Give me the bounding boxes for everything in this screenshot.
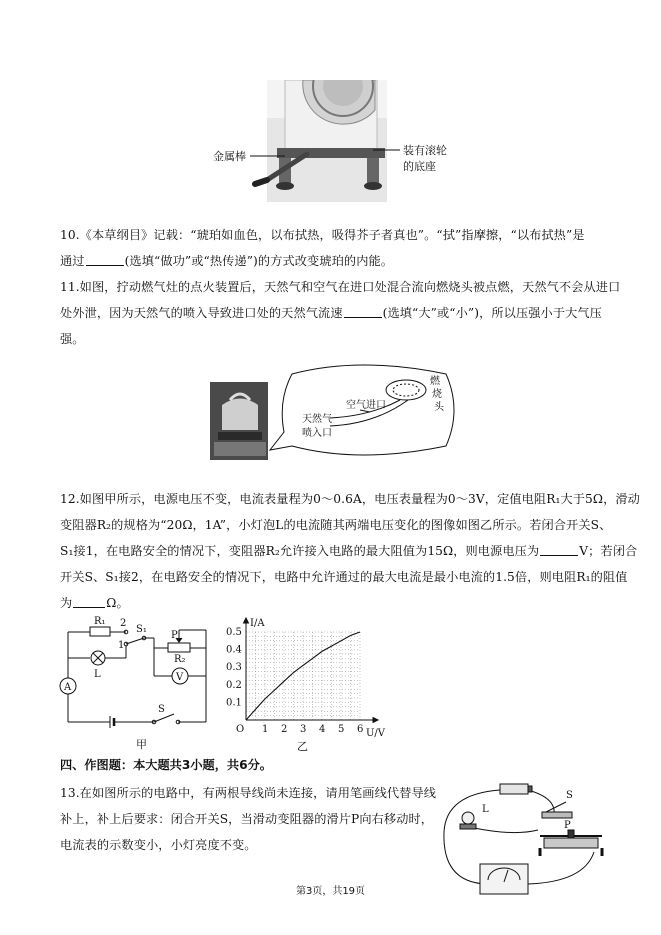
washer-figure (195, 80, 470, 202)
burner-label-1: 燃 (430, 376, 440, 387)
question-13 (60, 780, 440, 858)
x-tick-label: 2 (281, 724, 288, 735)
x-axis-label: U/V (366, 728, 386, 739)
origin-label: O (236, 724, 245, 735)
ammeter-label: A (64, 682, 72, 693)
x-tick-label: 1 (262, 724, 269, 735)
page-footer: 第3页，共19页 (295, 886, 366, 897)
iv-chart (222, 614, 394, 754)
x-tick-label: 4 (319, 724, 326, 735)
base-label-1: 装有滚轮 (403, 144, 447, 157)
r2-label: R₂ (174, 654, 186, 665)
answer-blank[interactable] (86, 254, 124, 266)
y-axis-label: I/A (250, 618, 265, 629)
node-1-label: 1 (118, 640, 125, 651)
x-axis-arrow (373, 718, 378, 723)
washer-photo (195, 80, 470, 202)
x-tick-label: 6 (357, 724, 364, 735)
q13-figure (434, 772, 614, 900)
q13-lamp-label: L (482, 804, 489, 815)
q12-line2: 变阻器R₂的规格为“20Ω，1A”，小灯泡L的电流随其两端电压变化的图像如图乙所示。若闭合开关S、 (60, 518, 612, 532)
question-12 (60, 486, 640, 616)
burner-label-3: 头 (434, 402, 444, 413)
metal-rod-label: 金属棒 (213, 150, 246, 163)
q13-line1: 13.在如图所示的电路中，有两根导线尚未连接，请用笔画线代替导线 (60, 786, 437, 800)
q12-line3: S₁接1，在电路安全的情况下，变阻器R₂允许接入电路的最大阻值为15Ω，则电源电压为 V；若闭合 (60, 544, 638, 558)
q13-line3: 电流表的示数变小，小灯亮度不变。 (60, 838, 257, 852)
q13-line2: 补上，补上后要求：闭合开关S，当滑动变阻器的滑片P向右移动时， (60, 812, 434, 826)
question-10 (60, 222, 620, 274)
burner-label-2: 烧 (432, 389, 442, 400)
answer-blank[interactable] (540, 544, 578, 556)
y-tick-label: 0.1 (226, 697, 242, 709)
switch-s-label: S (158, 704, 165, 715)
section-heading: 四、作图题：本大题共3小题，共6分。 (60, 758, 272, 772)
y-tick-label: 0.5 (226, 627, 242, 638)
y-tick-label: 0.3 (226, 662, 242, 674)
answer-blank[interactable] (73, 596, 105, 608)
gas-label-2: 喷入口 (302, 428, 332, 439)
p-label: P (171, 630, 178, 641)
voltmeter-label: V (176, 672, 184, 683)
gas-label-1: 天然气 (302, 414, 332, 425)
q10-line1: 10.《本草纲目》记载：“琥珀如血色，以布拭热，吸得芥子者真也”。“拭”指摩擦，“以布拭热”是 (60, 228, 585, 242)
q11-line3: 强。 (60, 332, 85, 346)
stove-figure (210, 360, 460, 462)
q12-line4: 开关S、S₁接2，在电路安全的情况下，电路中允许通过的最大电流是最小电流的1.5倍，则电阻R₁的阻值 (60, 570, 628, 584)
q12-line1: 12.如图甲所示，电源电压不变，电流表量程为0～0.6A，电压表量程为0～3V，定值电阻R₁大于5Ω，滑动 (60, 492, 640, 506)
y-axis-arrow (244, 618, 249, 623)
q13-switch-label: S (566, 790, 573, 801)
x-tick-label: 5 (338, 724, 345, 735)
question-11 (60, 274, 620, 352)
q10-line2: 通过 (选填“做功”或“热传递”)的方式改变琥珀的内能。 (60, 254, 394, 268)
q11-line2: 处外泄，因为天然气的喷入导致进口处的天然气流速 (选填“大”或“小”)，所以压强小于大气压 (60, 306, 602, 320)
x-tick-label: 3 (300, 724, 307, 735)
q13-slider-label: P (564, 820, 571, 831)
y-tick-label: 0.2 (226, 679, 242, 691)
chart-yi (222, 614, 394, 754)
circuit-jia (58, 614, 216, 754)
caption-yi: 乙 (297, 740, 308, 753)
air-inlet-label: 空气进口 (346, 400, 386, 411)
r1-label: R₁ (94, 616, 106, 627)
caption-jia: 甲 (136, 738, 147, 751)
y-tick-label: 0.4 (226, 644, 242, 656)
base-label-2: 的底座 (403, 160, 436, 173)
q11-line1: 11.如图，拧动燃气灶的点火装置后，天然气和空气在进口处混合流向燃烧头被点燃，天然气不会从进口 (60, 280, 621, 294)
q12-line5: 为 Ω。 (60, 596, 129, 610)
node-2-label: 2 (120, 618, 127, 629)
answer-blank[interactable] (344, 306, 382, 318)
s1-label: S₁ (136, 624, 147, 635)
lamp-label: L (94, 669, 101, 680)
